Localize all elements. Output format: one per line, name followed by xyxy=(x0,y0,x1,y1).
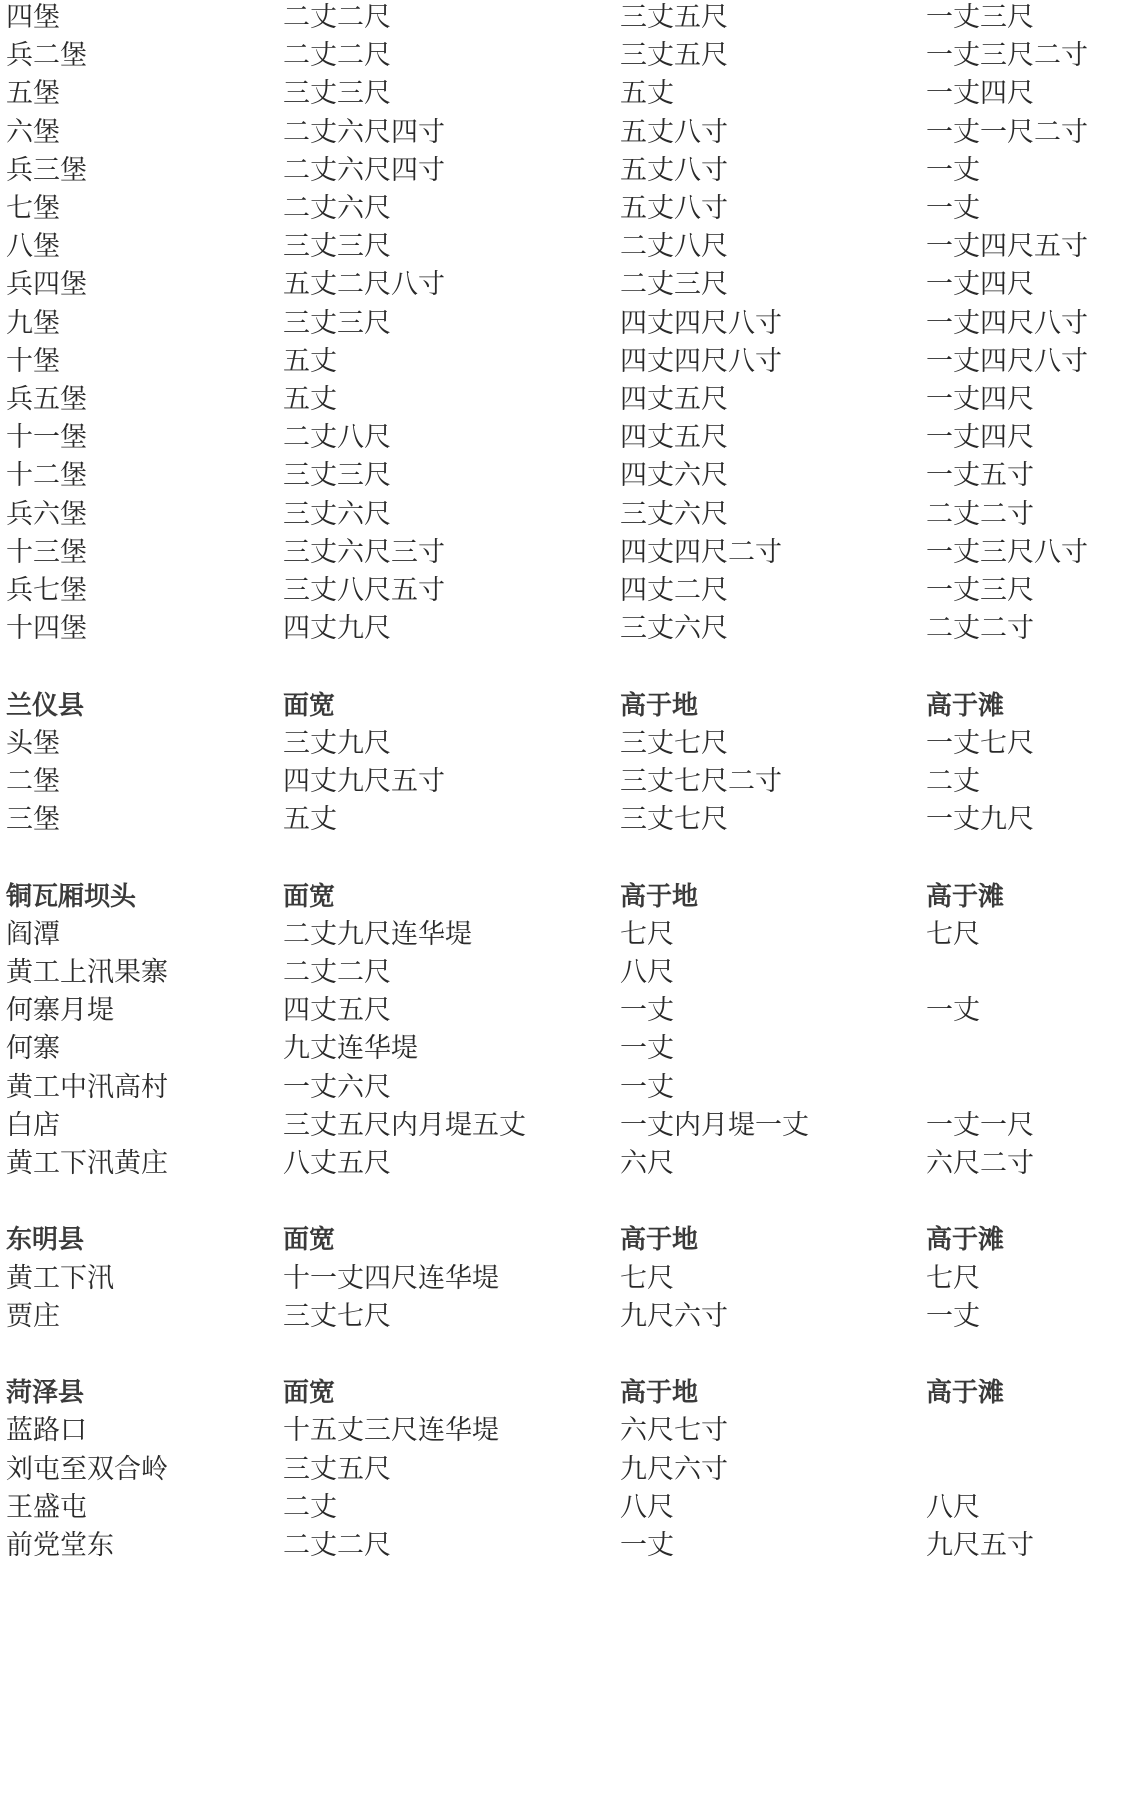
height-above-beach-cell: 六尺二寸 xyxy=(926,1148,1034,1179)
table-row xyxy=(0,1295,1141,1339)
face-width-cell: 四丈五尺 xyxy=(283,995,391,1027)
height-above-beach-cell: 二丈二寸 xyxy=(926,613,1034,645)
height-above-ground-cell: 五丈八寸 xyxy=(620,116,728,148)
location-cell: 七堡 xyxy=(6,193,60,224)
height-above-ground-cell: 五丈八寸 xyxy=(620,154,728,186)
location-cell: 头堡 xyxy=(6,727,60,759)
face-width-cell: 四丈九尺五寸 xyxy=(283,766,445,797)
location-cell: 十三堡 xyxy=(6,536,87,568)
height-above-ground-cell: 三丈五尺 xyxy=(620,2,728,33)
face-width-cell: 三丈三尺 xyxy=(283,231,391,263)
height-above-beach-cell: 九尺五寸 xyxy=(926,1530,1034,1561)
height-above-ground-cell: 一丈内月堤一丈 xyxy=(620,1109,809,1141)
face-width-cell: 三丈七尺 xyxy=(283,1300,391,1332)
height-above-ground-cell: 三丈七尺 xyxy=(620,727,728,759)
height-above-ground-cell: 四丈四尺八寸 xyxy=(620,345,782,377)
location-cell: 十堡 xyxy=(6,345,60,377)
location-cell: 八堡 xyxy=(6,231,60,263)
location-cell: 兵二堡 xyxy=(6,40,87,72)
face-width-cell: 九丈连华堤 xyxy=(283,1033,418,1065)
height-above-ground-cell: 三丈五尺 xyxy=(620,40,728,72)
face-width-cell: 三丈六尺三寸 xyxy=(283,536,445,568)
face-width-cell: 五丈 xyxy=(283,345,337,377)
height-above-beach-cell: 一丈四尺 xyxy=(926,384,1034,415)
height-above-ground-cell: 三丈七尺二寸 xyxy=(620,766,782,797)
height-above-beach-cell: 二丈 xyxy=(926,766,980,797)
location-cell: 五堡 xyxy=(6,78,60,110)
face-width-cell: 八丈五尺 xyxy=(283,1148,391,1179)
face-width-cell: 三丈三尺 xyxy=(283,460,391,492)
location-cell: 兵七堡 xyxy=(6,575,87,606)
height-above-beach-cell: 一丈五寸 xyxy=(926,460,1034,492)
height-above-beach-cell: 一丈三尺二寸 xyxy=(926,40,1088,72)
height-above-ground-cell: 三丈六尺 xyxy=(620,613,728,645)
face-width-cell: 三丈三尺 xyxy=(283,78,391,110)
table-row xyxy=(0,798,1141,842)
column-header-face-width: 面宽 xyxy=(283,690,336,721)
height-above-beach-cell: 一丈四尺八寸 xyxy=(926,345,1088,377)
height-above-beach-cell: 一丈九尺 xyxy=(926,804,1034,836)
height-above-ground-cell: 三丈六尺 xyxy=(620,498,728,530)
height-above-ground-cell: 一丈 xyxy=(620,1530,674,1561)
height-above-beach-cell: 一丈 xyxy=(926,995,980,1027)
face-width-cell: 二丈六尺 xyxy=(283,193,391,224)
location-cell: 黄工中汛高村 xyxy=(6,1071,168,1103)
face-width-cell: 五丈 xyxy=(283,804,337,836)
location-cell: 何寨 xyxy=(6,1033,60,1065)
section-title: 兰仪县 xyxy=(6,690,85,721)
face-width-cell: 三丈六尺 xyxy=(283,498,391,530)
section-title: 铜瓦厢坝头 xyxy=(6,881,137,912)
location-cell: 兵三堡 xyxy=(6,154,87,186)
height-above-beach-cell: 七尺 xyxy=(926,1262,980,1294)
location-cell: 九堡 xyxy=(6,307,60,339)
location-cell: 黄工上汛果寨 xyxy=(6,957,168,988)
face-width-cell: 三丈九尺 xyxy=(283,727,391,759)
column-header-height-above-ground: 高于地 xyxy=(620,1378,699,1409)
location-cell: 兵四堡 xyxy=(6,269,87,301)
height-above-beach-cell: 一丈 xyxy=(926,1300,980,1332)
table-row xyxy=(0,607,1141,651)
face-width-cell: 三丈五尺内月堤五丈 xyxy=(283,1109,526,1141)
height-above-ground-cell: 四丈四尺八寸 xyxy=(620,307,782,339)
height-above-ground-cell: 九尺六寸 xyxy=(620,1453,728,1485)
face-width-cell: 十一丈四尺连华堤 xyxy=(283,1262,499,1294)
location-cell: 二堡 xyxy=(6,766,60,797)
location-cell: 贾庄 xyxy=(6,1300,60,1332)
section-title: 菏泽县 xyxy=(6,1378,85,1409)
height-above-beach-cell: 一丈三尺 xyxy=(926,2,1034,33)
face-width-cell: 二丈六尺四寸 xyxy=(283,116,445,148)
height-above-ground-cell: 六尺 xyxy=(620,1148,674,1179)
face-width-cell: 五丈 xyxy=(283,384,337,415)
face-width-cell: 三丈八尺五寸 xyxy=(283,575,445,606)
face-width-cell: 五丈二尺八寸 xyxy=(283,269,445,301)
height-above-beach-cell: 一丈七尺 xyxy=(926,727,1034,759)
location-cell: 十一堡 xyxy=(6,422,87,454)
height-above-beach-cell: 一丈一尺 xyxy=(926,1109,1034,1141)
column-header-face-width: 面宽 xyxy=(283,1378,336,1409)
height-above-ground-cell: 一丈 xyxy=(620,995,674,1027)
height-above-ground-cell: 五丈 xyxy=(620,78,674,110)
face-width-cell: 二丈八尺 xyxy=(283,422,391,454)
section-title: 东明县 xyxy=(6,1225,85,1256)
location-cell: 王盛屯 xyxy=(6,1491,87,1523)
face-width-cell: 二丈二尺 xyxy=(283,40,391,72)
column-header-height-above-beach: 高于滩 xyxy=(926,1378,1005,1409)
location-cell: 十二堡 xyxy=(6,460,87,492)
height-above-ground-cell: 四丈五尺 xyxy=(620,422,728,454)
column-header-height-above-ground: 高于地 xyxy=(620,690,699,721)
location-cell: 兵六堡 xyxy=(6,498,87,530)
height-above-beach-cell: 一丈 xyxy=(926,193,980,224)
height-above-beach-cell: 八尺 xyxy=(926,1491,980,1523)
location-cell: 十四堡 xyxy=(6,613,87,645)
face-width-cell: 三丈五尺 xyxy=(283,1453,391,1485)
column-header-height-above-ground: 高于地 xyxy=(620,881,699,912)
column-header-height-above-beach: 高于滩 xyxy=(926,881,1005,912)
location-cell: 兵五堡 xyxy=(6,384,87,415)
height-above-ground-cell: 二丈三尺 xyxy=(620,269,728,301)
face-width-cell: 一丈六尺 xyxy=(283,1071,391,1103)
face-width-cell: 二丈九尺连华堤 xyxy=(283,918,472,950)
location-cell: 三堡 xyxy=(6,804,60,836)
location-cell: 何寨月堤 xyxy=(6,995,114,1027)
height-above-beach-cell: 一丈四尺八寸 xyxy=(926,307,1088,339)
height-above-beach-cell: 二丈二寸 xyxy=(926,498,1034,530)
column-header-height-above-ground: 高于地 xyxy=(620,1225,699,1256)
location-cell: 蓝路口 xyxy=(6,1415,87,1447)
height-above-ground-cell: 五丈八寸 xyxy=(620,193,728,224)
location-cell: 前党堂东 xyxy=(6,1530,114,1561)
height-above-ground-cell: 二丈八尺 xyxy=(620,231,728,263)
height-above-ground-cell: 四丈六尺 xyxy=(620,460,728,492)
height-above-beach-cell: 一丈三尺八寸 xyxy=(926,536,1088,568)
height-above-beach-cell: 一丈一尺二寸 xyxy=(926,116,1088,148)
face-width-cell: 二丈 xyxy=(283,1491,337,1523)
location-cell: 黄工下汛黄庄 xyxy=(6,1148,168,1179)
location-cell: 阎潭 xyxy=(6,918,60,950)
face-width-cell: 二丈二尺 xyxy=(283,2,391,33)
face-width-cell: 二丈六尺四寸 xyxy=(283,154,445,186)
height-above-ground-cell: 九尺六寸 xyxy=(620,1300,728,1332)
column-header-face-width: 面宽 xyxy=(283,1225,336,1256)
height-above-ground-cell: 一丈 xyxy=(620,1071,674,1103)
height-above-ground-cell: 八尺 xyxy=(620,1491,674,1523)
table-row xyxy=(0,1142,1141,1186)
location-cell: 白店 xyxy=(6,1109,60,1141)
height-above-ground-cell: 四丈二尺 xyxy=(620,575,728,606)
column-header-height-above-beach: 高于滩 xyxy=(926,690,1005,721)
face-width-cell: 二丈二尺 xyxy=(283,1530,391,1561)
height-above-ground-cell: 一丈 xyxy=(620,1033,674,1065)
height-above-ground-cell: 七尺 xyxy=(620,1262,674,1294)
column-header-face-width: 面宽 xyxy=(283,881,336,912)
height-above-ground-cell: 七尺 xyxy=(620,918,674,950)
height-above-beach-cell: 七尺 xyxy=(926,918,980,950)
table-row xyxy=(0,1524,1141,1568)
height-above-beach-cell: 一丈四尺五寸 xyxy=(926,231,1088,263)
location-cell: 四堡 xyxy=(6,2,60,33)
face-width-cell: 三丈三尺 xyxy=(283,307,391,339)
height-above-beach-cell: 一丈四尺 xyxy=(926,78,1034,110)
height-above-ground-cell: 四丈四尺二寸 xyxy=(620,536,782,568)
height-above-ground-cell: 四丈五尺 xyxy=(620,384,728,415)
height-above-beach-cell: 一丈四尺 xyxy=(926,269,1034,301)
face-width-cell: 四丈九尺 xyxy=(283,613,391,645)
height-above-beach-cell: 一丈 xyxy=(926,154,980,186)
height-above-ground-cell: 八尺 xyxy=(620,957,674,988)
height-above-ground-cell: 三丈七尺 xyxy=(620,804,728,836)
face-width-cell: 二丈二尺 xyxy=(283,957,391,988)
column-header-height-above-beach: 高于滩 xyxy=(926,1225,1005,1256)
face-width-cell: 十五丈三尺连华堤 xyxy=(283,1415,499,1447)
location-cell: 黄工下汛 xyxy=(6,1262,114,1294)
height-above-beach-cell: 一丈四尺 xyxy=(926,422,1034,454)
location-cell: 六堡 xyxy=(6,116,60,148)
location-cell: 刘屯至双合岭 xyxy=(6,1453,168,1485)
height-above-beach-cell: 一丈三尺 xyxy=(926,575,1034,606)
height-above-ground-cell: 六尺七寸 xyxy=(620,1415,728,1447)
